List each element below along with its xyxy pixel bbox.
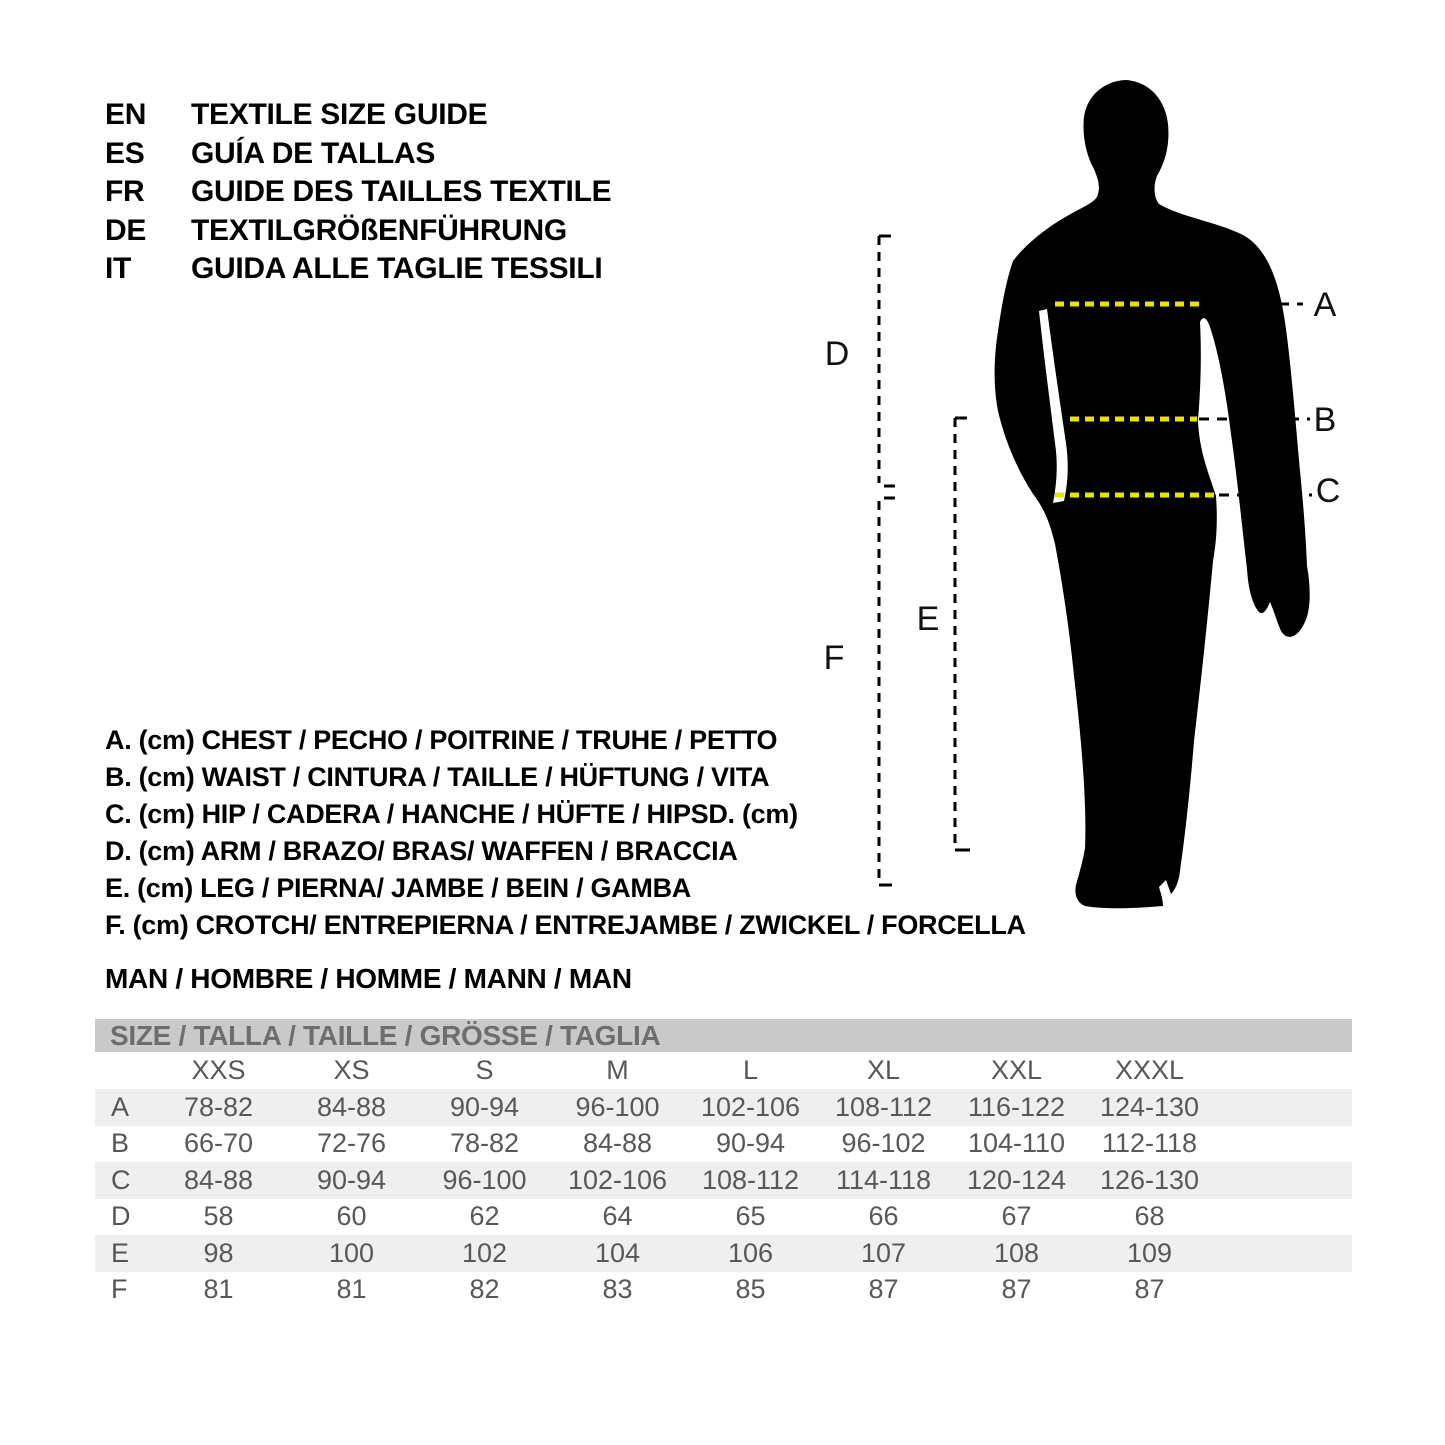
size-table-column-headers — [95, 1052, 1352, 1089]
label-crotch-f: F — [823, 639, 845, 677]
size-table — [95, 1019, 1352, 1308]
column-header-s: S — [475, 1055, 494, 1085]
label-hip-c: C — [1315, 472, 1341, 510]
column-header-xxxl: XXXL — [1114, 1055, 1185, 1085]
language-title: GUIDA ALLE TAGLIE TESSILI — [191, 252, 603, 286]
table-cell: 67 — [1001, 1201, 1032, 1232]
language-title: GUIDE DES TAILLES TEXTILE — [191, 175, 612, 209]
table-cell: 81 — [203, 1274, 234, 1305]
table-cell: 87 — [1001, 1274, 1032, 1305]
column-header-l: L — [742, 1055, 759, 1085]
table-cell: 83 — [602, 1274, 633, 1305]
label-chest-a: A — [1313, 286, 1337, 324]
table-cell: 66 — [868, 1201, 899, 1232]
table-cell: 58 — [203, 1201, 234, 1232]
language-code: EN — [105, 98, 147, 131]
column-header-xl: XL — [866, 1055, 901, 1085]
language-title: TEXTILGRÖßENFÜHRUNG — [191, 213, 567, 247]
language-code: DE — [105, 213, 147, 247]
table-cell: 108 — [993, 1237, 1040, 1268]
table-row-e — [95, 1235, 1352, 1272]
table-cell: 112-118 — [1101, 1128, 1198, 1159]
table-row-b — [95, 1126, 1352, 1163]
table-cell: 120-124 — [966, 1164, 1067, 1195]
row-label: A — [111, 1091, 130, 1122]
row-label: E — [111, 1237, 130, 1268]
legend-item-crotch: F. (cm) CROTCH/ ENTREPIERNA / ENTREJAMBE / ZWICKEL / FORCELLA — [105, 910, 1026, 940]
table-cell: 85 — [735, 1274, 766, 1305]
column-header-xxs: XXS — [191, 1055, 246, 1085]
table-row-f — [95, 1272, 1352, 1309]
table-cell: 96-102 — [841, 1128, 926, 1159]
table-cell: 96-100 — [575, 1091, 660, 1122]
row-label: F — [111, 1274, 128, 1305]
language-row — [105, 250, 611, 289]
table-cell: 108-112 — [834, 1091, 933, 1122]
table-cell: 107 — [860, 1237, 907, 1268]
table-cell: 84-88 — [183, 1164, 254, 1195]
table-cell: 65 — [735, 1201, 766, 1232]
table-cell: 109 — [1126, 1237, 1173, 1268]
table-cell: 78-82 — [449, 1128, 520, 1159]
language-row — [105, 212, 611, 251]
table-cell: 90-94 — [316, 1164, 387, 1195]
table-cell: 108-112 — [701, 1164, 800, 1195]
table-cell: 78-82 — [183, 1091, 254, 1122]
label-arm-d: D — [824, 335, 850, 373]
table-cell: 60 — [336, 1201, 367, 1232]
table-cell: 66-70 — [183, 1128, 254, 1159]
row-label: C — [111, 1164, 131, 1195]
table-cell: 102 — [461, 1237, 508, 1268]
language-code: IT — [105, 252, 132, 286]
table-cell: 106 — [727, 1237, 774, 1268]
table-cell: 90-94 — [449, 1091, 520, 1122]
table-cell: 116-122 — [967, 1091, 1066, 1122]
language-title: GUÍA DE TALLAS — [191, 136, 436, 170]
table-cell: 90-94 — [715, 1128, 786, 1159]
table-cell: 114-118 — [835, 1164, 932, 1195]
language-title: TEXTILE SIZE GUIDE — [191, 98, 488, 131]
column-header-xxl: XXL — [990, 1055, 1043, 1085]
language-row — [105, 135, 611, 174]
size-table-header-bar: SIZE / TALLA / TAILLE / GRÖSSE / TAGLIA — [95, 1019, 1352, 1052]
language-code: FR — [105, 175, 145, 209]
legend-item-waist: B. (cm) WAIST / CINTURA / TAILLE / HÜFTUNG / VITA — [105, 762, 770, 792]
language-titles — [105, 96, 611, 289]
table-cell: 68 — [1134, 1201, 1165, 1232]
legend-item-chest: A. (cm) CHEST / PECHO / POITRINE / TRUHE / PETTO — [105, 725, 778, 755]
table-row-c — [95, 1162, 1352, 1199]
legend-item-hip: C. (cm) HIP / CADERA / HANCHE / HÜFTE / HIPSD. (cm) — [105, 799, 798, 829]
gender-line: MAN / HOMBRE / HOMME / MANN / MAN — [105, 963, 632, 994]
table-cell: 62 — [469, 1201, 500, 1232]
table-cell: 100 — [328, 1237, 375, 1268]
legend-item-leg: E. (cm) LEG / PIERNA/ JAMBE / BEIN / GAMBA — [105, 873, 691, 903]
table-cell: 87 — [868, 1274, 899, 1305]
column-header-xs: XS — [333, 1055, 370, 1085]
row-label: B — [111, 1128, 130, 1159]
man-silhouette-figure — [820, 55, 1380, 945]
table-cell: 87 — [1134, 1274, 1165, 1305]
table-cell: 96-100 — [442, 1164, 527, 1195]
table-cell: 126-130 — [1099, 1164, 1200, 1195]
row-label: D — [111, 1201, 131, 1232]
column-header-m: M — [606, 1055, 629, 1085]
table-cell: 81 — [336, 1274, 367, 1305]
table-row-d — [95, 1199, 1352, 1236]
table-cell: 124-130 — [1099, 1091, 1200, 1122]
label-leg-e: E — [916, 600, 940, 638]
table-cell: 102-106 — [700, 1091, 801, 1122]
table-cell: 104 — [594, 1237, 641, 1268]
table-cell: 98 — [203, 1237, 234, 1268]
table-cell: 64 — [602, 1201, 633, 1232]
table-cell: 104-110 — [967, 1128, 1066, 1159]
table-cell: 72-76 — [316, 1128, 387, 1159]
language-row — [105, 173, 611, 212]
label-waist-b: B — [1313, 401, 1337, 439]
language-code: ES — [105, 136, 145, 170]
table-cell: 84-88 — [316, 1091, 387, 1122]
legend-item-arm: D. (cm) ARM / BRAZO/ BRAS/ WAFFEN / BRACCIA — [105, 836, 738, 866]
table-cell: 102-106 — [567, 1164, 668, 1195]
table-cell: 84-88 — [582, 1128, 653, 1159]
table-row-a — [95, 1089, 1352, 1126]
size-diagram-svg — [820, 55, 1380, 945]
table-cell: 82 — [469, 1274, 500, 1305]
language-row — [105, 96, 611, 135]
